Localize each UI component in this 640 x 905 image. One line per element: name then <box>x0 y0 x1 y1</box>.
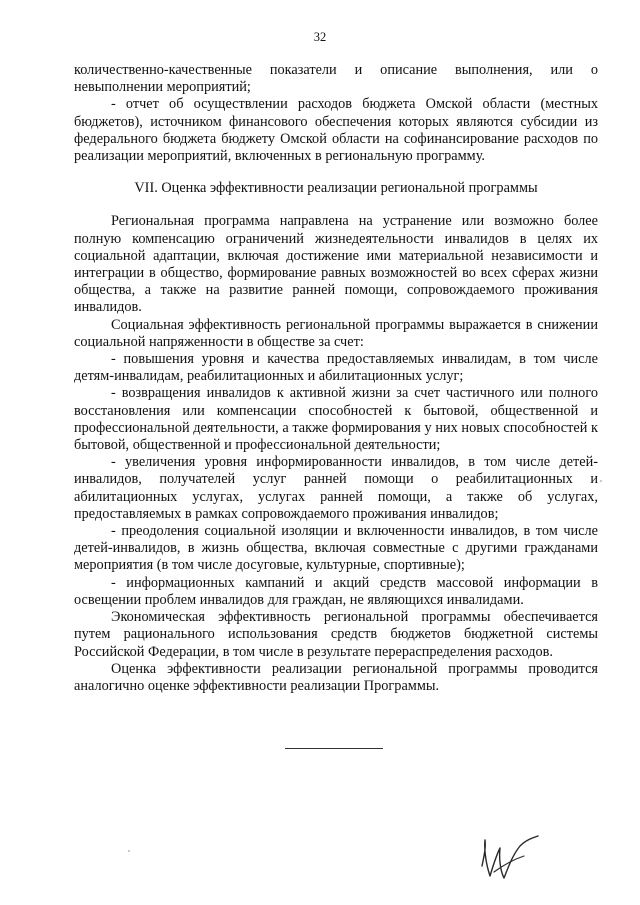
paragraph-economic-efficiency: Экономическая эффективность региональной программы обеспечивается путем рационального использования средств бюджетов бюджетной системы Российской Федерации, в том числе в результате перераспределения расходов. <box>74 609 598 660</box>
paragraph-social-efficiency: Социальная эффективность региональной программы выражается в снижении социальной напряженности в обществе за счет: <box>74 316 598 350</box>
list-item-awareness: - увеличения уровня информированности инвалидов, в том числе детей-инвалидов, получателей услуг ранней помощи о реабилитационных и абилитационных услугах, услугах ранней помощи, а также об услугах, предоставляемых в рамках сопровождаемого проживания инвалидов; <box>74 454 598 522</box>
signature <box>472 826 542 886</box>
paragraph-budget-report: - отчет об осуществлении расходов бюджета Омской области (местных бюджетов), источником финансового обеспечения которых являются субсидии из федерального бюджета бюджету Омской области на софинансирование расходов по реализации мероприятий, включенных в региональную программу. <box>74 96 598 165</box>
section-heading: VII. Оценка эффективности реализации региональной программы <box>134 180 538 197</box>
document-body <box>74 62 598 695</box>
page-number: 32 <box>313 30 327 44</box>
end-divider-line <box>285 748 383 749</box>
list-item-media-campaigns: - информационных кампаний и акций средств массовой информации в освещении проблем инвалидов для граждан, не являющихся инвалидами. <box>74 574 598 608</box>
paragraph-evaluation-method: Оценка эффективности реализации региональной программы проводится аналогично оценке эффективности реализации Программы. <box>74 660 598 694</box>
list-item-active-life: - возвращения инвалидов к активной жизни за счет частичного или полного восстановления или компенсации способностей к бытовой, общественной и профессиональной деятельности, а также формирования у них новых способностей к бытовой, общественной и профессиональной деятельности; <box>74 385 598 454</box>
list-item-social-isolation: - преодоления социальной изоляции и включенности инвалидов, в том числе детей-инвалидов, в жизнь общества, включая совместные с другими гражданами мероприятия (в том числе досуговые, культурные, спортивные); <box>74 523 598 574</box>
paragraph-continuation: количественно-качественные показатели и описание выполнения, или о невыполнении мероприятий; <box>74 62 598 96</box>
paragraph-program-purpose: Региональная программа направлена на устранение или возможно более полную компенсацию ограничений жизнедеятельности инвалидов в целях их социальной адаптации, включая достижение ими материальной независимости и интеграции в общество, формирование равных возможностей во всех сферах жизни общества, а также на развитие ранней помощи, сопровождаемого проживания инвалидов. <box>74 213 598 316</box>
scan-speck <box>128 850 130 852</box>
scan-speck <box>600 480 602 482</box>
list-item-service-quality: - повышения уровня и качества предоставляемых инвалидам, в том числе детям-инвалидам, реабилитационных и абилитационных услуг; <box>74 351 598 385</box>
